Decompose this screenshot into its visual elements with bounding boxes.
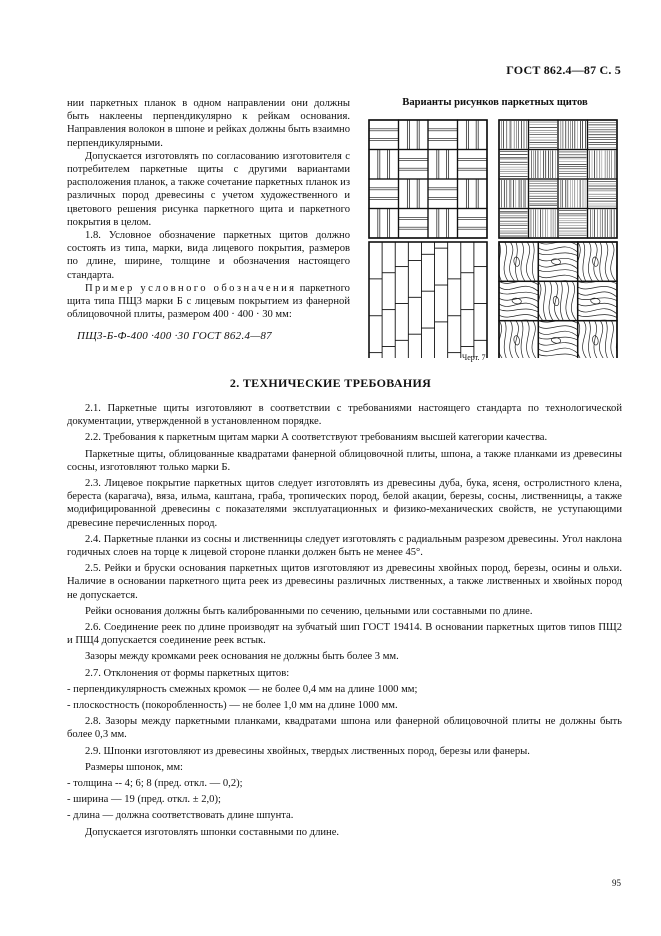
page-header: ГОСТ 862.4—87 С. 5 <box>506 63 621 77</box>
paragraph: Допускается изготовлять по согласованию изготовителя с потребителем паркетные щиты с другими вариантами расположения планок, а также сочетание паркетных планок из различных пород древесины с учетом художественного и цветового решения рисунка паркетного щита и паркетного покрытия в целом. <box>67 150 350 228</box>
body-paragraph: 2.9. Шпонки изготовляют из древесины хвойных, твердых лиственных пород, березы или фанеры. <box>85 745 530 757</box>
body-paragraph: Зазоры между кромками реек основания не должны быть более 3 мм. <box>85 651 399 663</box>
herringbone-strips-parquet <box>369 242 487 358</box>
striped-squares-parquet <box>499 120 617 238</box>
basket-weave-parquet <box>369 120 487 238</box>
body-paragraph: 2.1. Паркетные щиты изготовляют в соответствии с требованиями настоящего стандарта по технологической документации, утвержденной в установленном порядке. <box>67 403 622 428</box>
body-paragraph: 2.7. Отклонения от формы паркетных щитов: <box>85 667 290 679</box>
body-paragraph: 2.8. Зазоры между паркетными планками, квадратами шпона или фанерной облицовочной плиты не должны быть более 0,3 мм. <box>67 716 622 741</box>
left-column-text <box>67 97 350 344</box>
page-number: 95 <box>612 878 621 888</box>
body-paragraph: 2.3. Лицевое покрытие паркетных щитов следует изготовлять из древесины дуба, бука, ясеня, остролистного клена, береста (карагача), вяза, ильма, каштана, граба, тропических пород, белой акации, березы, сосны, лиственницы, а также модифицированной древесины с показателями эксплуатационных и физико-механических свойств, не уступающими древесине перечисленных пород. <box>67 478 622 529</box>
designation-example: ПЩ3-Б-Ф-400 ·400 ·30 ГОСТ 862.4—87 <box>77 330 272 343</box>
veneer-squares-parquet <box>487 231 623 358</box>
body-paragraph: 2.2. Требования к паркетным щитам марки А соответствуют требованиям высшей категории качества. <box>85 432 548 444</box>
example-heading: Пример условного обозначения <box>85 282 297 294</box>
figure <box>367 97 623 358</box>
figure-title: Варианты рисунков паркетных щитов <box>402 97 588 108</box>
body-paragraph: Размеры шпонок, мм: <box>85 761 183 773</box>
body-paragraph: Паркетные щиты, облицованные квадратами фанерной облицовочной плиты, шпона, а также планками из древесины сосны, изготовляют только марки Б. <box>67 448 622 473</box>
body-paragraph: Допускается изготовлять шпонки составными по длине. <box>85 826 340 838</box>
main-body-text <box>67 402 622 842</box>
body-paragraph: - перпендикулярность смежных кромок — не более 0,4 мм на длине 1000 мм; <box>67 683 418 695</box>
paragraph: нии паркетных планок в одном направлении они должны быть наклеены перпендикулярно к рейкам основания. Направления волокон в шпоне и рейках должны быть взаимно перпендикулярными. <box>67 98 350 149</box>
body-paragraph: - толщина -- 4; 6; 8 (пред. откл. — 0,2); <box>67 778 243 790</box>
body-paragraph: 2.5. Рейки и бруски основания паркетных щитов изготовляют из древесины хвойных пород, березы, осины и ольхи. Наличие в основании паркетного щита реек из древесины различных лиственных, а также лиственных и хвойных пород не допускается. <box>67 563 622 601</box>
body-paragraph: - плоскостность (покоробленность) — не более 1,0 мм на длине 1000 мм. <box>67 700 398 712</box>
body-paragraph: - длина — должна соответствовать длине шпунта. <box>67 810 294 822</box>
body-paragraph: 2.4. Паркетные планки из сосны и лиственницы следует изготовлять с радиальным разрезом древесины. Угол наклона годичных слоев на торце к лицевой стороне планки должен быть не менее 45°. <box>67 533 622 559</box>
figure-caption: Черт. 7 <box>462 353 486 362</box>
body-paragraph: Рейки основания должны быть калиброванными по сечению, цельными или составными по длине. <box>85 605 533 617</box>
parquet-patterns-figure <box>367 118 623 358</box>
paragraph: 1.8. Условное обозначение паркетных щитов должно состоять из типа, марки, вида лицевого покрытия, размеров по длине, ширине, толщине и обозначения настоящего стандарта. <box>67 230 350 281</box>
example-text: паркетного щита типа ПЩ3 марки Б с лицевым покрытием из фанерной облицовочной плиты, размером 400 · 400 · 30 мм: <box>67 282 350 321</box>
body-paragraph: 2.6. Соединение реек по длине производят на зубчатый шип ГОСТ 19414. В основании паркетных щитов типов ПЩ2 и ПЩ4 допускается соединение реек встык. <box>67 622 622 647</box>
body-paragraph: - ширина — 19 (пред. откл. ± 2,0); <box>67 794 221 806</box>
example-paragraph <box>67 282 350 322</box>
section-title: 2. ТЕХНИЧЕСКИЕ ТРЕБОВАНИЯ <box>229 376 432 390</box>
